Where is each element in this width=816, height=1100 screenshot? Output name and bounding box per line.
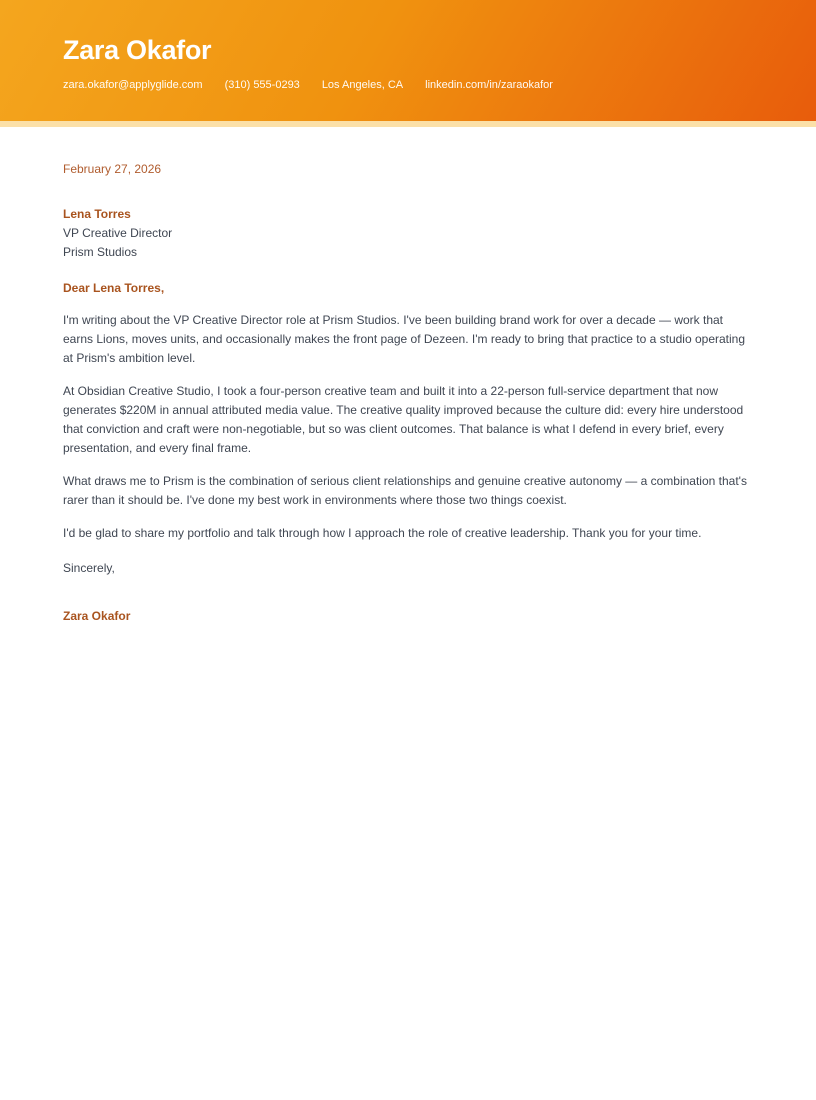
letter-date: February 27, 2026	[63, 162, 162, 176]
paragraph-call-to-action: I'd be glad to share my portfolio and talk through how I approach the role of creative leadership. Thank you for your time.	[63, 526, 702, 540]
contact-email: zara.okafor@applyglide.com	[63, 79, 203, 91]
closing: Sincerely,	[63, 561, 115, 575]
letter-header	[0, 0, 816, 121]
contact-row	[63, 79, 753, 91]
recipient-title: VP Creative Director	[63, 226, 173, 240]
recipient-block	[63, 205, 753, 262]
paragraph-intro: I'm writing about the VP Creative Director role at Prism Studios. I've been building brand work for over a decade — work that earns Lions, moves units, and occasionally makes the front page of Dezeen. I'm ready to bring that practice to a studio operating at Prism's ambition level.	[63, 313, 746, 365]
salutation: Dear Lena Torres,	[63, 281, 165, 295]
letter-body	[0, 127, 816, 626]
applicant-name: Zara Okafor	[63, 35, 212, 65]
paragraph-motivation: What draws me to Prism is the combination of serious client relationships and genuine creative autonomy — a combination that's rarer than it should be. I've done my best work in environments where those two things coexist.	[63, 474, 747, 507]
contact-phone: (310) 555-0293	[224, 79, 300, 91]
contact-location: Los Angeles, CA	[321, 79, 404, 91]
contact-linkedin: linkedin.com/in/zaraokafor	[425, 79, 553, 91]
signature-name: Zara Okafor	[63, 609, 131, 623]
recipient-company: Prism Studios	[63, 245, 138, 259]
recipient-name: Lena Torres	[63, 207, 131, 221]
paragraph-experience: At Obsidian Creative Studio, I took a four-person creative team and built it into a 22-person full-service department that now generates $220M in annual attributed media value. The creative quality improved because the culture did: every hire understood that conviction and craft were non-negotiable, but so was client outcomes. That balance is what I defend in every brief, every presentation, and every final frame.	[63, 384, 744, 455]
